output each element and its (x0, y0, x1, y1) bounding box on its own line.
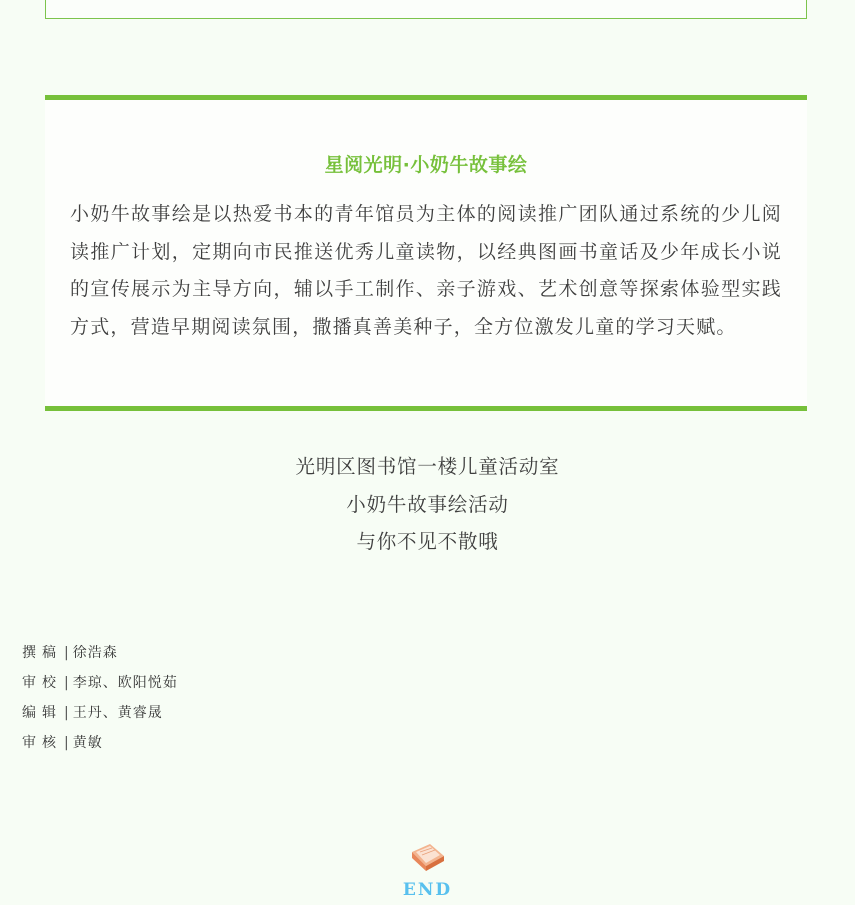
end-text: END (402, 880, 453, 900)
credit-separator: | (64, 645, 69, 661)
credit-value: 黄敏 (72, 735, 103, 751)
credit-separator: | (64, 705, 69, 721)
credit-value: 徐浩森 (72, 645, 118, 661)
closing-line-activity: 小奶牛故事绘活动 (346, 492, 509, 516)
credit-value: 李琼、欧阳悦茹 (72, 675, 178, 691)
credit-label: 审核 (22, 735, 62, 751)
closing-line-invite: 与你不见不散哦 (356, 530, 499, 554)
top-content-box (45, 0, 807, 19)
end-block (0, 838, 855, 900)
credit-row-reviewer (22, 728, 178, 758)
intro-body: 小奶牛故事绘是以热爱书本的青年馆员为主体的阅读推广团队通过系统的少儿阅读推广计划，定期向市民推送优秀儿童读物，以经典图画书童话及少年成长小说的宣传展示为主导方向，辅以手工制作、亲子游戏、艺术创意等探索体验型实践方式，营造早期阅读氛围，撒播真善美种子，全方位激发儿童的学习天赋。 (70, 203, 782, 338)
credit-label: 审校 (22, 675, 62, 691)
intro-title: 星阅光明·小奶牛故事绘 (324, 154, 528, 176)
closing-line-location: 光明区图书馆一楼儿童活动室 (295, 455, 560, 478)
credit-label: 编辑 (22, 705, 62, 721)
credit-separator: | (64, 735, 69, 751)
credit-value: 王丹、黄睿晟 (72, 705, 163, 721)
credit-row-writer (22, 638, 178, 668)
credit-separator: | (64, 675, 69, 691)
credit-row-editor (22, 698, 178, 728)
intro-card (45, 95, 807, 411)
credit-label: 撰稿 (22, 645, 62, 661)
closing-lines (0, 448, 855, 561)
credit-row-proofreader (22, 668, 178, 698)
book-icon (408, 838, 448, 874)
credits (22, 638, 178, 758)
